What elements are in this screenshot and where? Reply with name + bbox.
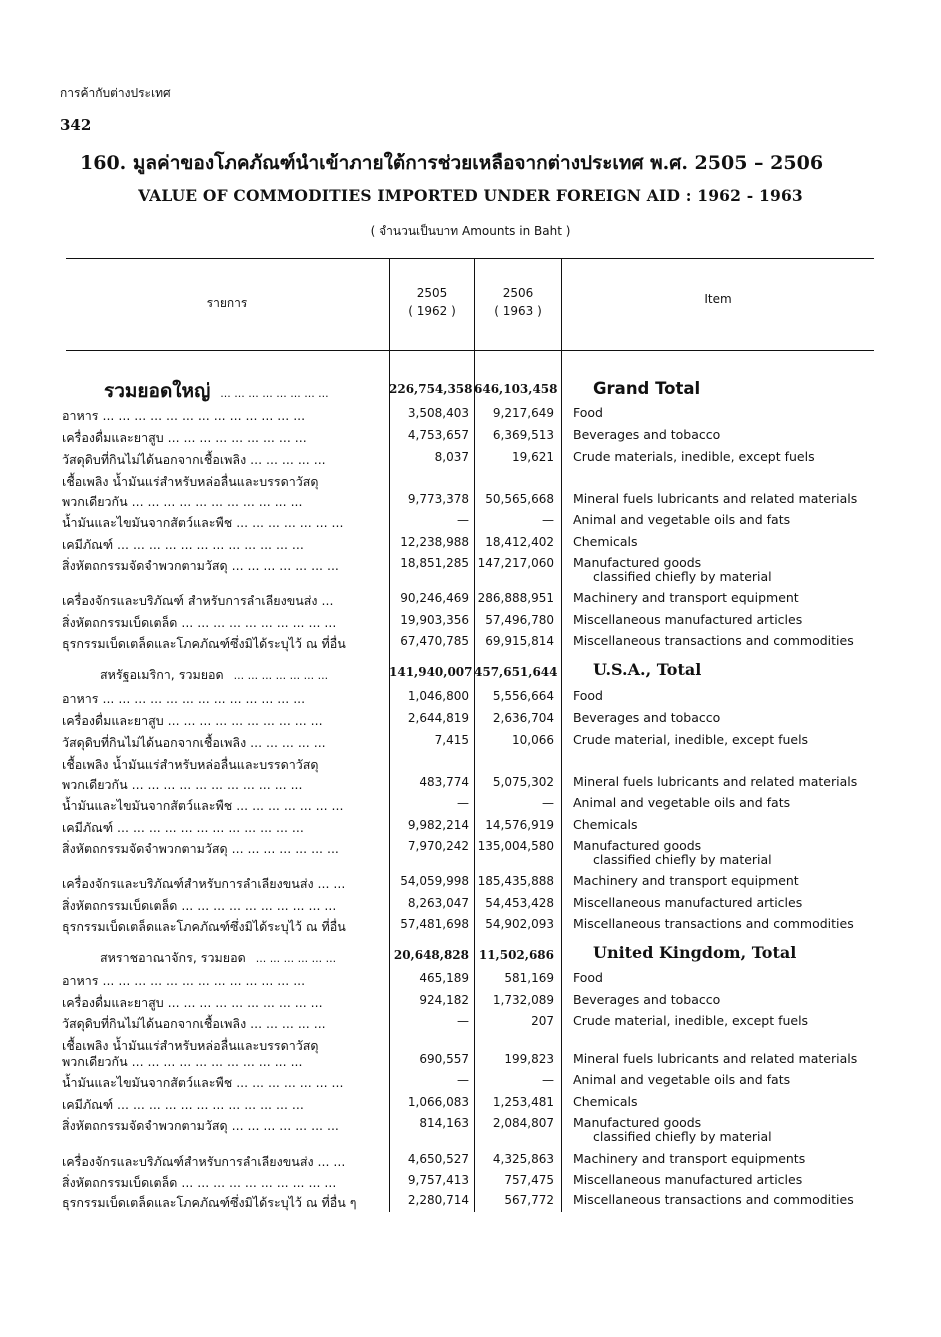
item-label-english-line1: Miscellaneous manufactured articles [573, 612, 803, 627]
item-label-english-line1: Machinery and transport equipment [573, 873, 799, 888]
value-1962: — [457, 1014, 469, 1028]
value-1962: 1,046,800 [407, 689, 469, 703]
item-label-english-line1: Machinery and transport equipment [573, 590, 799, 605]
value-1963: 757,475 [504, 1173, 554, 1187]
value-1962: 8,263,047 [407, 896, 469, 910]
item-label-english-line1: Mineral fuels lubricants and related materials [573, 1051, 858, 1066]
value-1963: 185,435,888 [477, 874, 554, 888]
value-1963: 147,217,060 [477, 556, 554, 570]
value-1963: 5,075,302 [492, 775, 554, 789]
item-label-english [573, 971, 603, 985]
item-label-english-line1: Animal and vegetable oils and fats [573, 795, 791, 810]
item-label-english [573, 796, 790, 810]
item-label-english-line1: Machinery and transport equipments [573, 1151, 806, 1166]
value-1963: 1,253,481 [492, 1095, 554, 1109]
item-label-thai: เครื่องจักรและบริภัณฑ์สำหรับการลำเลียงขนส่ง ... ... [62, 1154, 346, 1169]
value-1962: 2,280,714 [407, 1193, 469, 1207]
value-1962: 57,481,698 [400, 917, 469, 931]
value-1963: 581,169 [504, 971, 554, 985]
item-label-thai: พวกเดียวกัน ... ... ... ... ... ... ... ... ... ... ... [62, 494, 303, 509]
unit-note: ( จำนวนเป็นบาท Amounts in Baht ) [370, 224, 571, 238]
item-label-english [573, 591, 799, 605]
item-label-thai: อาหาร ... ... ... ... ... ... ... ... ... ... ... ... ... [62, 691, 306, 706]
value-1963: 57,496,780 [485, 613, 554, 627]
item-label-thai: เครื่องจักรและบริภัณฑ์สำหรับการลำเลียงขนส่ง ... ... [62, 876, 346, 891]
total-value-1962: 141,940,007 [389, 665, 473, 679]
item-label-thai: เครื่องดื่มและยาสูบ ... ... ... ... ... ... ... ... ... [62, 430, 307, 445]
value-1962: 4,650,527 [407, 1152, 469, 1166]
value-1962: — [457, 796, 469, 810]
value-1963: 2,636,704 [492, 711, 554, 725]
value-1963: 286,888,951 [477, 591, 554, 605]
section-total-label-thai [100, 948, 426, 968]
item-label-english [573, 556, 772, 584]
item-label-english-line1: Manufactured goods [573, 555, 702, 570]
value-1963: 9,217,649 [492, 406, 554, 420]
item-label-english-line2: classified chiefly by material [593, 852, 772, 867]
value-1963: 10,066 [512, 733, 554, 747]
value-1963: 4,325,863 [492, 1152, 554, 1166]
item-label-english [573, 406, 603, 420]
header-year-1963-en: ( 1963 ) [494, 304, 542, 318]
item-label-thai: สิ่งหัตถกรรมจัดจำพวกตามวัสดุ ... ... ... ... ... ... ... [62, 1118, 339, 1133]
item-label-english-line1: Chemicals [573, 534, 638, 549]
value-1963: — [542, 1073, 554, 1087]
value-1962: 690,557 [419, 1052, 469, 1066]
item-label-english-line1: Miscellaneous manufactured articles [573, 895, 803, 910]
item-label-english-line1: Food [573, 970, 603, 985]
value-1963: 14,576,919 [485, 818, 554, 832]
value-1962: — [457, 1073, 469, 1087]
section-total-name-thai: สหราชอาณาจักร, รวมยอด [100, 950, 246, 965]
value-1962: 18,851,285 [400, 556, 469, 570]
item-label-english-line1: Beverages and tobacco [573, 710, 721, 725]
item-label-thai: เครื่องดื่มและยาสูบ ... ... ... ... ... ... ... ... ... ... [62, 995, 323, 1010]
item-label-english-line1: Animal and vegetable oils and fats [573, 1072, 791, 1087]
item-label-thai: เคมีภัณฑ์ ... ... ... ... ... ... ... ... ... ... ... ... [62, 537, 304, 552]
item-label-english-line1: Beverages and tobacco [573, 427, 721, 442]
item-label-english-line1: Crude material, inedible, except fuels [573, 732, 809, 747]
item-label-thai: อาหาร ... ... ... ... ... ... ... ... ... ... ... ... ... [62, 408, 306, 423]
item-label-english [573, 513, 790, 527]
value-1962: 814,163 [419, 1116, 469, 1130]
item-label-thai: น้ำมันและไขมันจากสัตว์และพืช ... ... ... ... ... ... ... [62, 515, 344, 530]
item-label-english-line1: Mineral fuels lubricants and related materials [573, 774, 858, 789]
value-1962: 19,903,356 [400, 613, 469, 627]
item-label-english [573, 1014, 808, 1028]
section-total-label-english: Grand Total [593, 379, 701, 398]
item-label-english-line1: Chemicals [573, 817, 638, 832]
section-total-label-thai [104, 376, 430, 406]
item-label-english [573, 874, 799, 888]
value-1963: 54,902,093 [485, 917, 554, 931]
item-label-english [573, 993, 720, 1007]
item-label-english [573, 1116, 772, 1144]
item-label-english-line2: classified chiefly by material [593, 569, 772, 584]
total-value-1962: 226,754,358 [389, 382, 473, 396]
value-1962: 8,037 [434, 450, 469, 464]
item-label-thai: เคมีภัณฑ์ ... ... ... ... ... ... ... ... ... ... ... ... [62, 1097, 304, 1112]
value-1963: 135,004,580 [477, 839, 554, 853]
value-1962: 465,189 [419, 971, 469, 985]
item-label-english [573, 689, 603, 703]
item-label-thai: สิ่งหัตถกรรมจัดจำพวกตามวัสดุ ... ... ... ... ... ... ... [62, 558, 339, 573]
value-1963: 567,772 [504, 1193, 554, 1207]
value-1962: 12,238,988 [400, 535, 469, 549]
item-label-english-line1: Miscellaneous transactions and commodities [573, 916, 854, 931]
item-label-thai: สิ่งหัตถกรรมจัดจำพวกตามวัสดุ ... ... ... ... ... ... ... [62, 841, 339, 856]
item-label-english [573, 775, 857, 789]
item-label-english-line1: Miscellaneous manufactured articles [573, 1172, 803, 1187]
item-label-english [573, 1073, 790, 1087]
item-label-english-line1: Chemicals [573, 1094, 638, 1109]
value-1963: 207 [531, 1014, 554, 1028]
value-1962: 67,470,785 [400, 634, 469, 648]
item-label-thai: วัสดุดิบที่กินไม่ได้นอกจากเชื้อเพลิง ... ... ... ... ... [62, 735, 326, 750]
value-1962: 9,982,214 [407, 818, 469, 832]
value-1963: 1,732,089 [492, 993, 554, 1007]
value-1963: 69,915,814 [485, 634, 554, 648]
item-label-english [573, 450, 815, 464]
section-total-name-thai: สหรัฐอเมริกา, รวมยอด [100, 667, 224, 682]
header-year-1963-thai: 2506 [502, 286, 534, 300]
value-1962: 90,246,469 [400, 591, 469, 605]
value-1962: 924,182 [419, 993, 469, 1007]
section-total-label-english: United Kingdom, Total [593, 943, 797, 962]
section-total-label-thai [100, 665, 426, 685]
item-label-english [573, 917, 854, 931]
item-label-english [573, 733, 808, 747]
value-1962: 2,644,819 [407, 711, 469, 725]
item-label-english [573, 613, 802, 627]
header-year-1962-en: ( 1962 ) [408, 304, 456, 318]
value-1963: 18,412,402 [485, 535, 554, 549]
item-label-english [573, 1052, 857, 1066]
leader-dots: ... ... ... ... ... ... [255, 952, 337, 965]
item-label-thai-line1: เชื้อเพลิง น้ำมันแร่สำหรับหล่อลื่นและบรรดาวัสดุ [62, 757, 319, 772]
leader-dots: ... ... ... ... ... ... ... [233, 669, 329, 682]
item-label-thai: น้ำมันและไขมันจากสัตว์และพืช ... ... ... ... ... ... ... [62, 1075, 344, 1090]
item-label-english-line1: Food [573, 405, 603, 420]
value-1963: 5,556,664 [492, 689, 554, 703]
section-total-name-thai: รวมยอดใหญ่ [104, 380, 211, 402]
item-label-english [573, 839, 772, 867]
item-label-thai: เครื่องดื่มและยาสูบ ... ... ... ... ... ... ... ... ... ... [62, 713, 323, 728]
value-1963: — [542, 796, 554, 810]
item-label-english-line1: Food [573, 688, 603, 703]
item-label-thai: เครื่องจักรและบริภัณฑ์ สำหรับการลำเลียงขนส่ง ... [62, 593, 334, 608]
value-1962: 9,773,378 [407, 492, 469, 506]
value-1962: 7,970,242 [407, 839, 469, 853]
page-number: 342 [60, 116, 92, 134]
value-1962: 9,757,413 [407, 1173, 469, 1187]
item-label-english-line1: Beverages and tobacco [573, 992, 721, 1007]
value-1962: 4,753,657 [407, 428, 469, 442]
item-label-english [573, 634, 854, 648]
value-1963: 2,084,807 [492, 1116, 554, 1130]
item-label-english [573, 1095, 638, 1109]
item-label-english [573, 896, 802, 910]
item-label-thai: สิ่งหัตถกรรมเบ็ดเตล็ด ... ... ... ... ... ... ... ... ... ... [62, 898, 337, 913]
total-value-1963: 11,502,686 [478, 948, 554, 962]
value-1962: 1,066,083 [407, 1095, 469, 1109]
item-label-thai: ธุรกรรมเบ็ดเตล็ดและโภคภัณฑ์ซึ่งมิได้ระบุไว้ ณ ที่อื่น [62, 919, 346, 934]
item-label-english-line1: Animal and vegetable oils and fats [573, 512, 791, 527]
item-label-english-line1: Crude material, inedible, except fuels [573, 1013, 809, 1028]
table-title-english: VALUE OF COMMODITIES IMPORTED UNDER FOREIGN AID : 1962 - 1963 [138, 186, 803, 205]
value-1963: 6,369,513 [492, 428, 554, 442]
item-label-thai: อาหาร ... ... ... ... ... ... ... ... ... ... ... ... ... [62, 973, 306, 988]
item-label-english [573, 535, 638, 549]
item-label-thai-line1: เชื้อเพลิง น้ำมันแร่สำหรับหล่อลื่นและบรรดาวัสดุ [62, 474, 319, 489]
total-value-1963: 646,103,458 [474, 382, 558, 396]
value-1962: 7,415 [434, 733, 469, 747]
value-1962: — [457, 513, 469, 527]
item-label-thai: สิ่งหัตถกรรมเบ็ดเตล็ด ... ... ... ... ... ... ... ... ... ... [62, 615, 337, 630]
total-value-1962: 20,648,828 [393, 948, 469, 962]
running-head: การค้ากับต่างประเทศ [60, 86, 171, 100]
item-label-thai: พวกเดียวกัน ... ... ... ... ... ... ... ... ... ... ... [62, 1054, 303, 1069]
item-label-english [573, 1152, 805, 1166]
value-1963: 199,823 [504, 1052, 554, 1066]
item-label-english-line1: Manufactured goods [573, 838, 702, 853]
item-label-thai: ธุรกรรมเบ็ดเตล็ดและโภคภัณฑ์ซึ่งมิได้ระบุไว้ ณ ที่อื่น ๆ [62, 1195, 357, 1210]
section-total-label-english: U.S.A., Total [593, 660, 702, 679]
item-label-english-line1: Mineral fuels lubricants and related materials [573, 491, 858, 506]
total-value-1963: 457,651,644 [474, 665, 558, 679]
value-1962: 54,059,998 [400, 874, 469, 888]
item-label-thai-line1: เชื้อเพลิง น้ำมันแร่สำหรับหล่อลื่นและบรรดาวัสดุ [62, 1038, 319, 1053]
item-label-thai: เคมีภัณฑ์ ... ... ... ... ... ... ... ... ... ... ... ... [62, 820, 304, 835]
item-label-thai: พวกเดียวกัน ... ... ... ... ... ... ... ... ... ... ... [62, 777, 303, 792]
value-1963: 19,621 [512, 450, 554, 464]
item-label-english [573, 492, 857, 506]
value-1963: — [542, 513, 554, 527]
item-label-english [573, 818, 638, 832]
item-label-english-line1: Crude materials, inedible, except fuels [573, 449, 815, 464]
item-label-thai: สิ่งหัตถกรรมเบ็ดเตล็ด ... ... ... ... ... ... ... ... ... ... [62, 1175, 337, 1190]
leader-dots: ... ... ... ... ... ... ... ... [220, 387, 329, 400]
item-label-english [573, 428, 720, 442]
header-item-thai: รายการ [206, 296, 248, 310]
item-label-english [573, 1173, 802, 1187]
value-1962: 483,774 [419, 775, 469, 789]
table-title-thai: 160. มูลค่าของโภคภัณฑ์นำเข้าภายใต้การช่วยเหลือจากต่างประเทศ พ.ศ. 2505 – 2506 [80, 152, 824, 174]
header-item-english: Item [704, 292, 732, 306]
value-1963: 50,565,668 [485, 492, 554, 506]
item-label-english-line1: Manufactured goods [573, 1115, 702, 1130]
value-1962: 3,508,403 [407, 406, 469, 420]
item-label-english-line2: classified chiefly by material [593, 1129, 772, 1144]
item-label-english [573, 711, 720, 725]
value-1963: 54,453,428 [485, 896, 554, 910]
item-label-english [573, 1193, 854, 1207]
header-year-1962-thai: 2505 [416, 286, 448, 300]
item-label-thai: ธุรกรรมเบ็ดเตล็ดและโภคภัณฑ์ซึ่งมิได้ระบุไว้ ณ ที่อื่น [62, 636, 346, 651]
item-label-english-line1: Miscellaneous transactions and commodities [573, 633, 854, 648]
item-label-english-line1: Miscellaneous transactions and commodities [573, 1192, 854, 1207]
item-label-thai: วัสดุดิบที่กินไม่ได้นอกจากเชื้อเพลิง ... ... ... ... ... [62, 1016, 326, 1031]
item-label-thai: น้ำมันและไขมันจากสัตว์และพืช ... ... ... ... ... ... ... [62, 798, 344, 813]
item-label-thai: วัสดุดิบที่กินไม่ได้นอกจากเชื้อเพลิง ... ... ... ... ... [62, 452, 326, 467]
